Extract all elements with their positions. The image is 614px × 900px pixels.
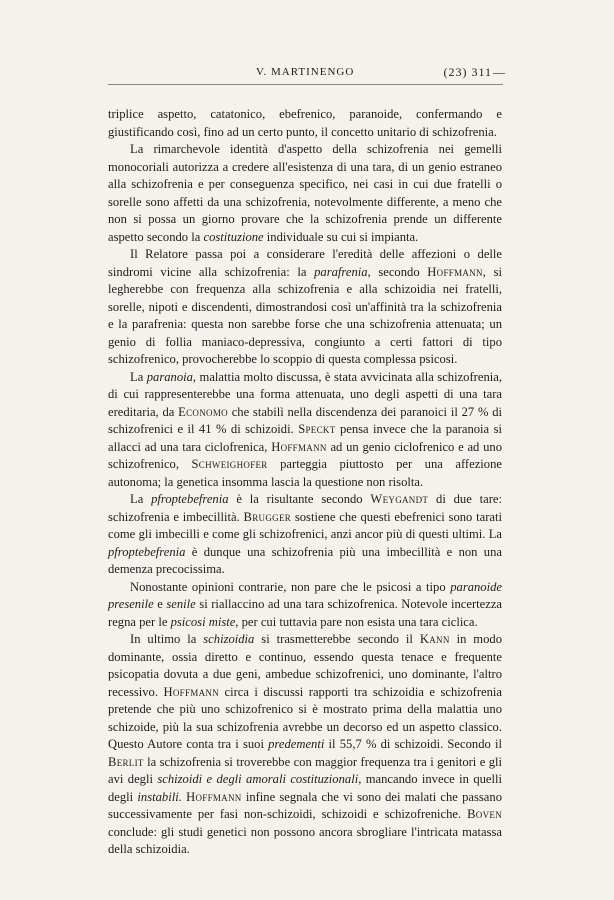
- italic-term: psicosi miste,: [170, 614, 239, 629]
- author-name: Economo: [178, 404, 228, 419]
- text-run: Nonostante opinioni contrarie, non pare che le psicosi a tipo: [130, 579, 451, 594]
- text-run: si riallaccino ad una tara schizofrenica. Notevole incertezza regna per le: [108, 597, 503, 629]
- text-run: malattia molto discussa, è stata avvicinata alla schizofrenia, di cui rappresenterebbe una forma attenuata, uno degli aspetti di una tara ereditaria, da: [108, 369, 502, 419]
- text-run: è la risultante secondo: [228, 492, 371, 506]
- author-name: Hoffmann: [163, 684, 219, 699]
- italic-term: paranoide presenile: [108, 579, 502, 611]
- author-name: Brugger: [243, 509, 292, 524]
- header-author: V. MARTINENGO: [256, 66, 355, 78]
- text-run: , si legherebbe con frequenza alla schizofrenia e alla schizoidia nei fratelli, sorelle, nipoti e discendenti, dimostrandosi così un'affinità tra la schizofrenia e la parafrenia: questa non sarebbe forse che una schizofrenia attenuata; un genio di follia maniaco-depressiva, congiunto a certi fattori di tipo schizofrenico, provocherebbe lo scoppio di questa complessa psicosi.: [108, 264, 502, 366]
- header-dash: —: [493, 65, 506, 79]
- paragraph: [108, 631, 502, 859]
- text-run: secondo: [370, 264, 428, 279]
- text-run: il 55,7 % di schizoidi. Secondo il: [324, 737, 502, 751]
- italic-term: pfroptebefrenia: [108, 544, 186, 559]
- text-run: individuale su cui si impianta.: [263, 229, 419, 244]
- author-name: Schweighofer: [191, 457, 268, 471]
- text-run: La rimarchevole identità d'aspetto della schizofrenia nei gemelli monocoriali autorizza a credere all'esistenza di una tara, di un genio estraneo alla schizofrenia e per conseguenza specifico, nei casi in cui due fratelli o sorelle sono affetti da una schizofrenia, notevolmente differente, a meno che non si possa un giorno provare che la schizofrenia prende un differente aspetto secondo la: [108, 142, 502, 244]
- text-run: Il Relatore passa poi a considerare l'eredità delle affezioni o delle sindromi vicine alla schizofrenia: la: [108, 247, 502, 279]
- text-run: conclude: gli studi genetici non possono ancora sbrogliare l'intricata matassa della schizoidia.: [108, 824, 502, 856]
- text-run: è dunque una schizofrenia più una imbecillità e non una demenza precocissima.: [108, 544, 502, 576]
- author-name: Boven: [467, 807, 502, 821]
- text-run: mancando invece in quelli degli: [108, 772, 502, 804]
- author-name: Weygandt: [370, 492, 429, 506]
- italic-term: costituzione: [203, 229, 264, 244]
- text-run: sostiene che questi ebefrenici sono tarati come gli imbecilli e come gli schizofrenici, anzi ancor più di questi ultimi. La: [108, 509, 503, 541]
- author-name: Berlit: [108, 754, 144, 769]
- author-name: Speckt: [298, 422, 336, 436]
- text-run: infine segnala che vi sono dei malati che passano successivamente per fasi non-schizoidi, schizoidi e schizofreniche.: [108, 789, 502, 821]
- text-run: La: [130, 369, 147, 384]
- text-run: si trasmetterebbe secondo il: [254, 632, 420, 646]
- text-run: e: [153, 597, 167, 611]
- italic-term: instabili.: [137, 789, 182, 804]
- text-run: in modo dominante, ossia diretto e continuo, essendo questa tenace e frequente psicopatia dovuta a due geni, ambedue schizofrenici, uno dominante, l'altro recessivo.: [108, 632, 502, 699]
- paragraph: [108, 491, 502, 579]
- italic-term: paranoia,: [146, 369, 197, 384]
- header-page-number: (23) 311: [443, 65, 492, 79]
- author-name: Hoffmann: [186, 789, 242, 804]
- paragraph: [108, 369, 502, 492]
- text-run: per cui tuttavia pare non esista una tara ciclica.: [238, 614, 478, 629]
- text-run: di due tare: schizofrenia e imbecillità.: [108, 492, 502, 524]
- italic-term: schizoidia: [203, 632, 255, 646]
- italic-term: predementi: [268, 737, 325, 751]
- paragraph: [108, 106, 502, 141]
- page-body: [108, 106, 502, 859]
- text-run: In ultimo la: [130, 632, 204, 646]
- text-run: ad un genio ciclofrenico e ad uno schizofrenico,: [108, 439, 502, 471]
- author-name: Hoffmann: [271, 439, 327, 454]
- text-run: la schizofrenia si troverebbe con maggior frequenza tra i genitori e gli avi degli: [108, 754, 502, 786]
- paragraph: [108, 579, 502, 632]
- italic-term: senile: [166, 597, 196, 611]
- text-run: che stabilì nella discendenza dei paranoici il 27 % di schizofrenici e il 41 % di schizoidi.: [108, 404, 503, 436]
- header-rule: [108, 84, 503, 85]
- italic-term: schizoidi e degli amorali costituzionali,: [157, 772, 362, 786]
- paragraph: [108, 246, 502, 369]
- text-run: parteggia piuttosto per una affezione autonoma; la genetica insomma lascia la questione non risolta.: [108, 457, 502, 489]
- running-header: [108, 62, 506, 84]
- paragraph: [108, 141, 502, 246]
- italic-term: parafrenia,: [314, 264, 371, 279]
- author-name: Hoffmann: [427, 264, 483, 279]
- text-run: triplice aspetto, catatonico, ebefrenico, paranoide, confermando e giustificando così, fino ad un certo punto, il concetto unitario di schizofrenia.: [108, 107, 502, 139]
- italic-term: pfroptebefrenia: [151, 492, 229, 506]
- author-name: Kann: [419, 632, 450, 646]
- text-run: circa i discussi rapporti tra schizoidia e schizofrenia pretende che più uno schizofrenico si è mostrato prima della malattia uno schizoide, più la sua schizofrenia avrebbe un decorso ed un aspetto classico. Questo Autore conta tra i suoi: [108, 684, 502, 751]
- text-run: La: [130, 492, 152, 506]
- text-run: pensa invece che la paranoia si allacci ad una tara ciclofrenica,: [108, 422, 502, 454]
